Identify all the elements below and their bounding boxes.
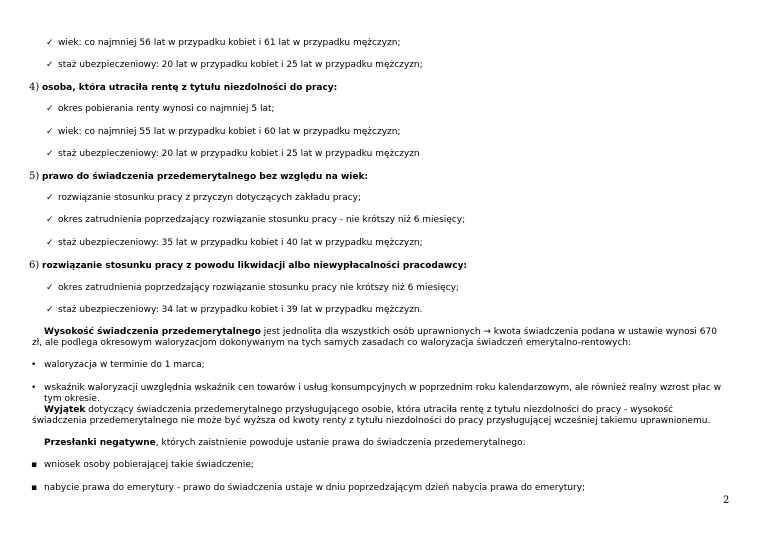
list-item: wniosek osoby pobierającej takie świadczenie; xyxy=(44,460,254,470)
list-item: nabycie prawa do emerytury - prawo do świadczenia ustaje w dniu poprzedzającym dzień nabycia prawa do emerytury; xyxy=(44,483,586,493)
paragraph-line: świadczenia przedemerytalnego nie może być wyższa od kwoty renty z tytułu niezdolności do pracy przysługującej wcześniej takiemu uprawnionemu. xyxy=(32,416,711,426)
list-item: ✓ okres pobierania renty wynosi co najmniej 5 lat; xyxy=(46,104,275,114)
square-bullet-icon: ▪ xyxy=(31,483,38,493)
paragraph-line: Wyjątek dotyczący świadczenia przedemerytalnego przysługującego osobie, która utraciła rentę z tytułu niezdolności do pracy - wysokość xyxy=(44,405,674,415)
bullet-icon: • xyxy=(31,383,37,393)
check-icon: ✓ xyxy=(46,60,54,70)
check-icon: ✓ xyxy=(46,283,54,293)
list-item: ✓ staż ubezpieczeniowy: 20 lat w przypadku kobiet i 25 lat w przypadku mężczyzn; xyxy=(46,60,423,70)
list-item: waloryzacja w terminie do 1 marca; xyxy=(44,360,205,370)
list-item: ✓ okres zatrudnienia poprzedzający rozwiązanie stosunku pracy - nie krótszy niż 6 miesięcy; xyxy=(46,215,466,225)
list-item: ✓ staż ubezpieczeniowy: 20 lat w przypadku kobiet i 25 lat w przypadku mężczyzn xyxy=(46,149,420,159)
check-icon: ✓ xyxy=(46,104,54,114)
list-item: ✓ wiek: co najmniej 55 lat w przypadku kobiet i 60 lat w przypadku mężczyzn; xyxy=(46,127,401,137)
check-icon: ✓ xyxy=(46,305,54,315)
list-item: ✓ staż ubezpieczeniowy: 34 lat w przypadku kobiet i 39 lat w przypadku mężczyzn. xyxy=(46,305,423,315)
list-item: ✓ staż ubezpieczeniowy: 35 lat w przypadku kobiet i 40 lat w przypadku mężczyzn; xyxy=(46,238,423,248)
page-number: 2 xyxy=(723,495,730,506)
list-item-continuation: tym okresie. xyxy=(44,394,100,404)
check-icon: ✓ xyxy=(46,38,54,48)
list-item: ✓ rozwiązanie stosunku pracy z przyczyn dotyczących zakładu pracy; xyxy=(46,193,362,203)
section-heading: 4) osoba, która utraciła rentę z tytułu niezdolności do pracy: xyxy=(29,82,338,93)
bullet-icon: • xyxy=(31,360,37,370)
check-icon: ✓ xyxy=(46,149,54,159)
list-item: ✓ okres zatrudnienia poprzedzający rozwiązanie stosunku pracy nie krótszy niż 6 miesięcy; xyxy=(46,283,460,293)
paragraph-line: Przesłanki negatywne, których zaistnienie powoduje ustanie prawa do świadczenia przedemerytalnego: xyxy=(44,438,526,448)
list-item: wskaźnik waloryzacji uwzględnia wskaźnik cen towarów i usług konsumpcyjnych w poprzednim roku kalendarzowym, ale również realny wzrost płac w xyxy=(44,383,722,393)
list-item: ✓ wiek: co najmniej 56 lat w przypadku kobiet i 61 lat w przypadku mężczyzn; xyxy=(46,38,401,48)
section-heading: 6) rozwiązanie stosunku pracy z powodu likwidacji albo niewypłacalności pracodawcy: xyxy=(29,260,468,271)
check-icon: ✓ xyxy=(46,215,54,225)
check-icon: ✓ xyxy=(46,193,54,203)
paragraph-line: zł, ale podlega okresowym waloryzacjom dokonywanym na tych samych zasadach co waloryzacja świadczeń emerytalno-rentowych: xyxy=(32,338,632,348)
check-icon: ✓ xyxy=(46,238,54,248)
check-icon: ✓ xyxy=(46,127,54,137)
square-bullet-icon: ▪ xyxy=(31,460,38,470)
section-heading: 5) prawo do świadczenia przedemerytalnego bez względu na wiek: xyxy=(29,171,369,182)
paragraph-line: Wysokość świadczenia przedemerytalnego jest jednolita dla wszystkich osób uprawnionych → kwota świadczenia podana w ustawie wynosi 670 xyxy=(44,327,717,337)
